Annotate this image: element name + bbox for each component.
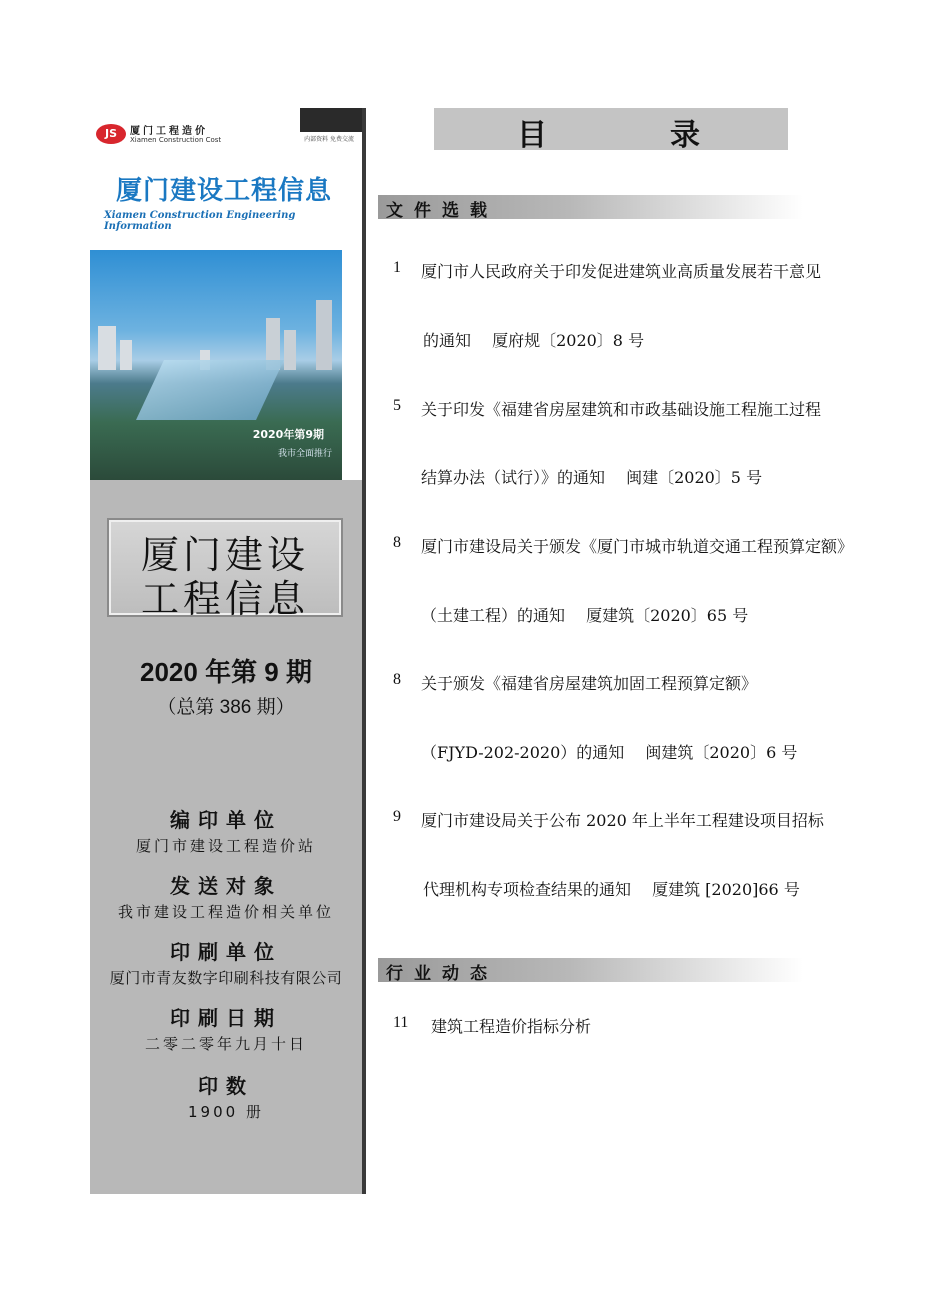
building-shape	[284, 330, 296, 370]
cover-brand: 厦门工程造价	[130, 126, 208, 137]
info-value-print-date: 二零二零年九月十日	[144, 1035, 307, 1053]
info-label-print-count: 印数	[198, 1074, 254, 1098]
seal-line-1: 厦门建设	[140, 533, 309, 577]
info-value-editor: 厦门市建设工程造价站	[135, 837, 316, 855]
cover-subtitle: Xiamen Construction Engineering Information	[104, 210, 296, 232]
toc-entry-title-cont: 的通知 厦府规〔2020〕8 号	[423, 331, 645, 350]
building-shape	[316, 300, 332, 370]
toc-entry-title-cont: 结算办法（试行）》的通知 闽建〔2020〕5 号	[421, 468, 763, 487]
section-label-industry-news: 行业动态	[386, 964, 498, 984]
toc-page-number: 9	[393, 808, 401, 825]
toc-title-part-1: 目	[517, 118, 547, 153]
issue-number: 2020 年第 9 期	[140, 657, 312, 687]
toc-entry-title-cont: 代理机构专项检查结果的通知 厦建筑 [2020]66 号	[423, 880, 800, 899]
section-label-documents: 文件选载	[386, 201, 498, 221]
toc-entry-title: 厦门市建设局关于公布 2020 年上半年工程建设项目招标	[421, 811, 824, 830]
toc-page-number: 8	[393, 534, 401, 551]
sidebar-divider	[362, 108, 366, 1194]
building-shape	[120, 340, 132, 370]
info-value-print-count: 1900 册	[188, 1103, 264, 1121]
toc-entry-title-cont: （FJYD-202-2020）的通知 闽建筑〔2020〕6 号	[421, 743, 798, 762]
cover-corner-note: 内部资料 免费交流	[304, 136, 354, 143]
toc-entry-title: 厦门市建设局关于颁发《厦门市城市轨道交通工程预算定额》	[421, 537, 854, 556]
toc-page-number: 1	[393, 259, 401, 276]
toc-entry-title-cont: （土建工程）的通知 厦建筑〔2020〕65 号	[421, 606, 749, 625]
cover-edge	[342, 250, 362, 480]
title-seal	[107, 518, 343, 621]
cover-dark-corner	[300, 108, 362, 132]
info-value-printer: 厦门市青友数字印刷科技有限公司	[109, 969, 343, 987]
cover-title: 厦门建设工程信息	[116, 176, 333, 206]
info-label-print-date: 印刷日期	[170, 1006, 282, 1030]
toc-page-number: 5	[393, 397, 401, 414]
toc-entry-title: 关于颁发《福建省房屋建筑加固工程预算定额》	[421, 674, 758, 693]
toc-entry-title: 关于印发《福建省房屋建筑和市政基础设施工程施工过程	[421, 400, 822, 419]
issue-total: （总第 386 期）	[157, 697, 295, 718]
cover-tagline: 我市全面推行	[277, 449, 332, 459]
info-label-printer: 印刷单位	[170, 940, 282, 964]
toc-page-number: 11	[393, 1014, 409, 1031]
info-label-recipients: 发送对象	[170, 874, 282, 898]
building-shape	[98, 326, 116, 370]
brand-logo-icon: JS	[96, 124, 126, 144]
cover-brand-en: Xiamen Construction Cost	[130, 136, 222, 144]
cover-issue-badge: 2020年第9期	[252, 428, 324, 441]
info-label-editor: 编印单位	[170, 808, 282, 832]
seal-line-2: 工程信息	[140, 577, 309, 621]
toc-page-number: 8	[393, 671, 401, 688]
toc-title-part-2: 录	[670, 118, 700, 153]
cover-image	[90, 108, 362, 480]
toc-entry-title: 厦门市人民政府关于印发促进建筑业高质量发展若干意见	[421, 262, 822, 281]
city-photo	[90, 250, 342, 480]
toc-entry-title: 建筑工程造价指标分析	[431, 1017, 592, 1036]
info-value-recipients: 我市建设工程造价相关单位	[117, 903, 334, 921]
river-shape	[136, 360, 284, 420]
toc-title-bar	[434, 108, 788, 150]
